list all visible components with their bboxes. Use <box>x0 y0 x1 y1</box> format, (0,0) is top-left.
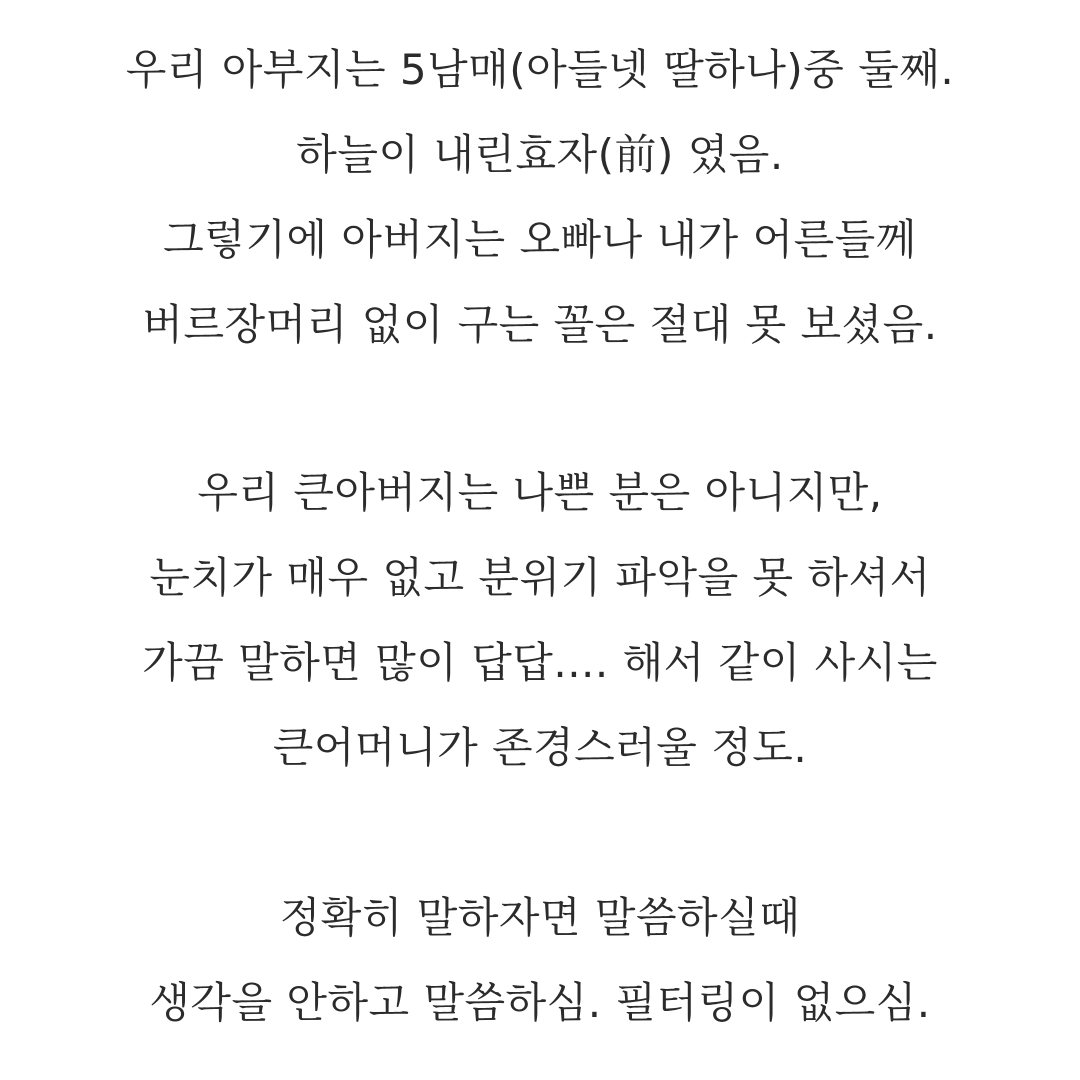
text-line: 그렇기에 아버지는 오빠나 내가 어른들께 <box>163 215 917 264</box>
text-line: 버르장머리 없이 구는 꼴은 절대 못 보셨음. <box>142 300 938 349</box>
text-line: 정확히 말하자면 말씀하실때 <box>279 893 801 942</box>
text-line: 생각을 안하고 말씀하심. 필터링이 없으심. <box>149 978 931 1027</box>
text-line: 우리 아부지는 5남매(아들넷 딸하나)중 둘째. <box>125 45 955 94</box>
text-line: 큰어머니가 존경스러울 정도. <box>272 723 808 772</box>
text-line: 눈치가 매우 없고 분위기 파악을 못 하셔서 <box>149 553 931 602</box>
text-line: 하늘이 내린효자(前) 였음. <box>296 130 784 179</box>
text-line: 가끔 말하면 많이 답답.... 해서 같이 사시는 <box>142 638 938 687</box>
text-line: 우리 큰아버지는 나쁜 분은 아니지만, <box>197 468 883 517</box>
